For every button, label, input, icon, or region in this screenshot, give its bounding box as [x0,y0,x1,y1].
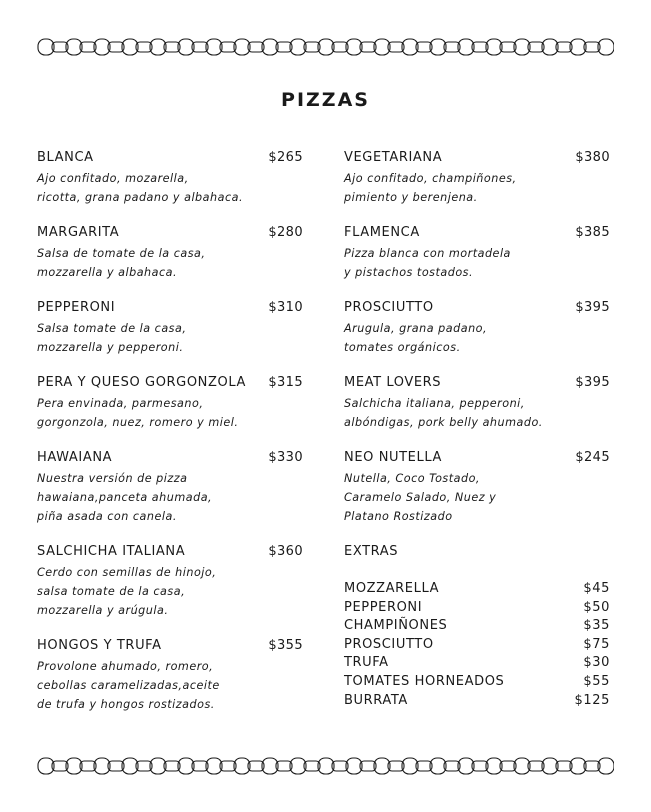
menu-item-description: y pistachos tostados. [344,266,474,279]
menu-item-price: $310 [268,300,303,315]
menu-item-price: $315 [268,375,303,390]
menu-item-price: $380 [575,150,610,165]
menu-item-header [344,300,610,319]
menu-item [37,450,303,526]
menu-item-name: PERA Y QUESO GORGONZOLA [37,375,246,390]
menu-item-name: FLAMENCA [344,225,420,240]
extra-item-name: TOMATES HORNEADOS [344,673,505,689]
menu-item [344,150,610,207]
menu-item-name: PROSCIUTTO [344,300,434,315]
menu-item-price: $395 [575,375,610,390]
chain-border-bottom [36,756,614,776]
extra-item-name: TRUFA [344,655,389,671]
extra-item-name: PEPPERONI [344,599,423,615]
menu-item [344,300,610,357]
menu-item-description: albóndigas, pork belly ahumado. [344,416,543,429]
menu-item-header [344,450,610,469]
menu-item-description: Arugula, grana padano, [344,322,488,335]
menu-item-description: Salsa de tomate de la casa, [37,247,206,260]
menu-item-price: $330 [268,450,303,465]
menu-item-price: $280 [268,225,303,240]
menu-item-description: piña asada con canela. [37,510,177,523]
menu-item-description: Pera envinada, parmesano, [37,397,204,410]
menu-item-price: $245 [575,450,610,465]
menu-item [37,544,303,620]
extra-item-price: $45 [583,581,610,596]
menu-item-name: SALCHICHA ITALIANA [37,544,186,559]
menu-item-name: BLANCA [37,150,94,165]
menu-item-description: gorgonzola, nuez, romero y miel. [37,416,239,429]
menu-item-price: $385 [575,225,610,240]
menu-item-header [344,225,610,244]
menu-item [344,225,610,282]
menu-item-name: VEGETARIANA [344,150,443,165]
extra-item-name: MOZZARELLA [344,581,440,596]
menu-column-right [344,150,610,711]
menu-item-description: Salchicha italiana, pepperoni, [344,397,525,410]
menu-item [37,225,303,282]
page-title: PIZZAS [281,89,370,111]
extra-item-price: $35 [583,618,610,634]
extras-list [344,581,610,711]
extra-item-name: CHAMPIÑONES [344,618,448,634]
menu-item-price: $360 [268,544,303,559]
extra-item [344,655,610,674]
menu-item [37,638,303,714]
menu-item-description: tomates orgánicos. [344,341,461,354]
extra-item-price: $75 [583,636,610,652]
extra-item-price: $30 [583,655,610,671]
menu-item-description: salsa tomate de la casa, [37,585,186,598]
menu-item-description: mozzarella y albahaca. [37,266,178,279]
menu-item-header [37,375,303,394]
menu-item-description: mozzarella y arúgula. [37,604,169,617]
menu-item-description: Pizza blanca con mortadela [344,247,511,260]
menu-item-description: Nuestra versión de pizza [37,472,188,485]
menu-item-description: Caramelo Salado, Nuez y [344,491,497,504]
menu-item-description: Ajo confitado, champiñones, [344,172,517,185]
extra-item [344,581,610,600]
chain-border-top [36,37,614,57]
menu-item-description: pimiento y berenjena. [344,191,478,204]
extra-item [344,600,610,619]
extra-item [344,637,610,656]
menu-item-price: $265 [268,150,303,165]
menu-item-description: de trufa y hongos rostizados. [37,698,215,711]
menu-item-header [37,450,303,469]
menu-item-header [37,638,303,657]
menu-item-name: HAWAIANA [37,450,113,465]
menu-item-header [37,300,303,319]
extra-item-name: PROSCIUTTO [344,636,434,652]
menu-item-name: NEO NUTELLA [344,450,442,465]
menu-item-description: Nutella, Coco Tostado, [344,472,480,485]
extra-item-price: $125 [574,692,610,708]
menu-item [344,450,610,526]
menu-item-description: hawaiana,panceta ahumada, [37,491,213,504]
menu-item-price: $395 [575,300,610,315]
extra-item [344,693,610,712]
menu-item-header [344,150,610,169]
extra-item [344,618,610,637]
menu-item-name: MARGARITA [37,225,120,240]
menu-item-description: Provolone ahumado, romero, [37,660,214,673]
menu-item-description: Ajo confitado, mozarella, [37,172,189,185]
extras-title: EXTRAS [344,544,399,559]
menu-item-description: Cerdo con semillas de hinojo, [37,566,217,579]
menu-item-header [37,225,303,244]
menu-item-header [37,150,303,169]
menu-item [344,375,610,432]
extra-item-price: $55 [583,673,610,689]
extra-item-price: $50 [583,599,610,615]
menu-item [37,375,303,432]
menu-item [37,150,303,207]
menu-item [37,300,303,357]
menu-item-name: HONGOS Y TRUFA [37,638,162,653]
menu-column-left [37,150,303,714]
extra-item [344,674,610,693]
menu-item-description: cebollas caramelizadas,aceite [37,679,220,692]
menu-item-header [344,375,610,394]
menu-item-description: Platano Rostizado [344,510,453,523]
menu-item-name: MEAT LOVERS [344,375,442,390]
menu-item-name: PEPPERONI [37,300,116,315]
menu-item-description: mozzarella y pepperoni. [37,341,184,354]
menu-item-description: Salsa tomate de la casa, [37,322,187,335]
extra-item-name: BURRATA [344,692,408,708]
menu-item-description: ricotta, grana padano y albahaca. [37,191,244,204]
menu-item-price: $355 [268,638,303,653]
menu-item-header [37,544,303,563]
